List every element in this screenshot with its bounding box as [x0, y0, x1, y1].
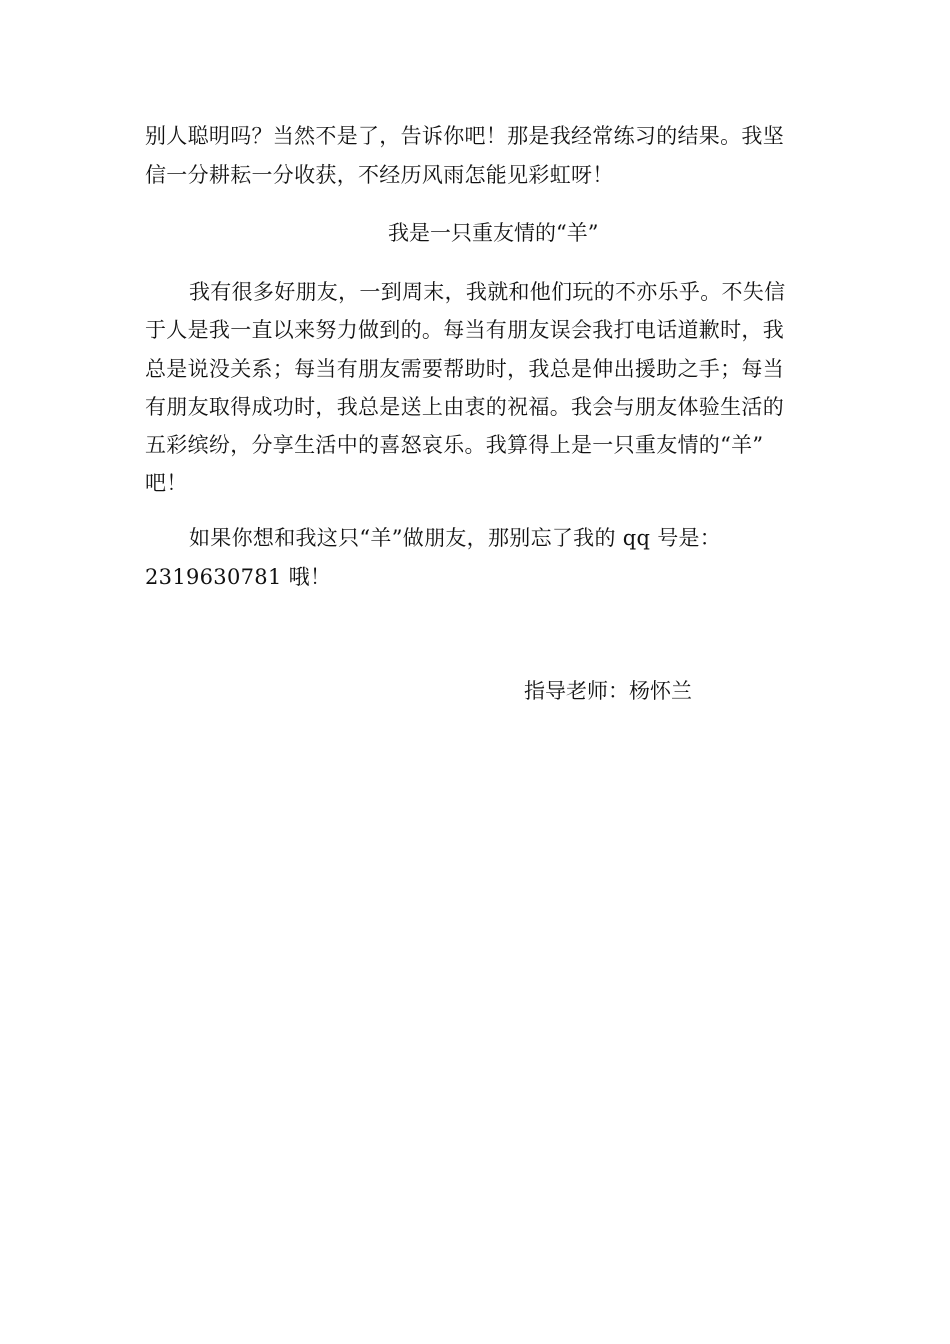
paragraph1-line-6: 吧！	[145, 471, 188, 495]
intro-line-1: 别人聪明吗？当然不是了，告诉你吧！那是我经常练习的结果。我坚	[145, 124, 784, 148]
paragraph1-line-3: 总是说没关系；每当有朋友需要帮助时，我总是伸出援助之手；每当	[145, 357, 784, 381]
paragraph1-line-5: 五彩缤纷，分享生活中的喜怒哀乐。我算得上是一只重友情的“羊”	[145, 433, 764, 457]
paragraph1-line-4: 有朋友取得成功时，我总是送上由衷的祝福。我会与朋友体验生活的	[145, 395, 784, 419]
paragraph1-line-1: 我有很多好朋友，一到周末，我就和他们玩的不亦乐乎。不失信	[189, 280, 786, 304]
paragraph2-line-1: 如果你想和我这只“羊”做朋友，那别忘了我的 qq 号是：	[189, 526, 722, 550]
paragraph1-line-2: 于人是我一直以来努力做到的。每当有朋友误会我打电话道歉时，我	[145, 318, 784, 342]
intro-line-2: 信一分耕耘一分收获，不经历风雨怎能见彩虹呀！	[145, 163, 614, 187]
section-title: 我是一只重友情的“羊”	[388, 221, 599, 245]
paragraph2-line-2: 2319630781 哦！	[145, 565, 332, 589]
signature: 指导老师：杨怀兰	[524, 679, 692, 703]
